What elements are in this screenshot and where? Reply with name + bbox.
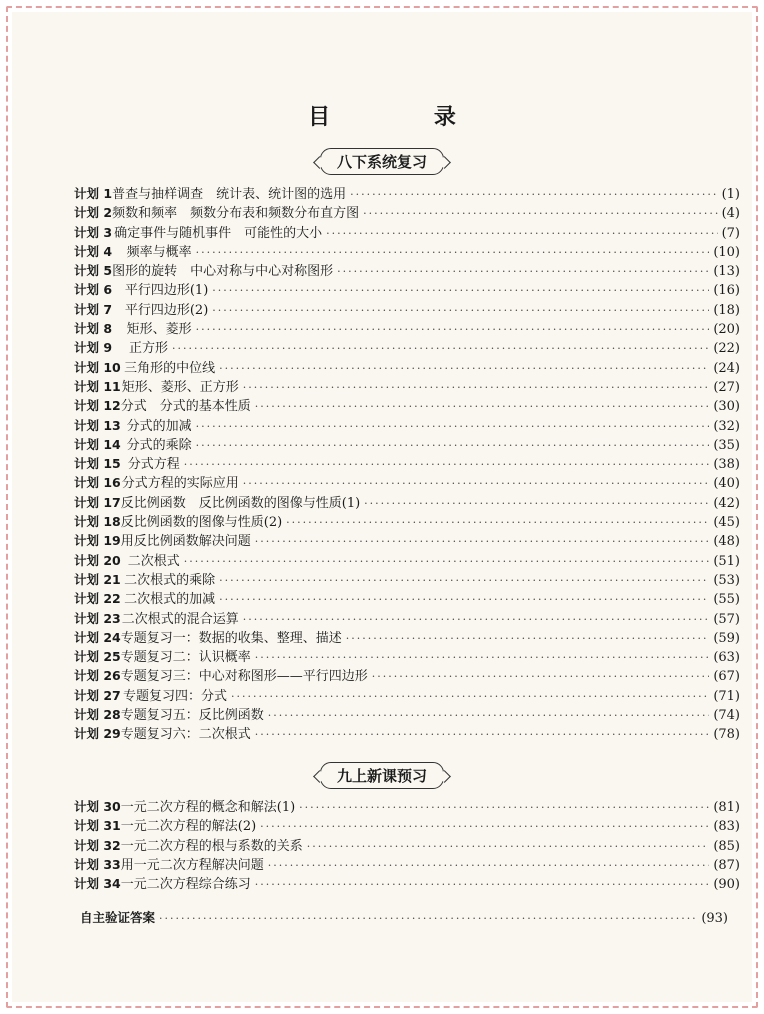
dot-leader [184,555,710,568]
toc-entry-title: 矩形、菱形、正方形 [121,379,239,395]
toc-entry-page: (20) [713,322,740,338]
toc-entry-title: 用反比例函数解决问题 [120,534,251,550]
dot-leader [212,304,709,317]
toc-entry-id: 计划 14 [74,436,121,452]
dot-leader [268,709,710,722]
toc-row[interactable] [74,241,740,260]
toc-entry-id: 计划 27 [74,687,121,703]
dot-leader [219,574,709,587]
toc-entry-title: 频数和频率 频数分布表和频数分布直方图 [112,206,360,222]
toc-row[interactable] [74,395,740,414]
toc-row[interactable] [74,453,740,472]
toc-entry-page: (63) [713,650,740,666]
toc-entry-page: (48) [713,534,740,550]
toc-entry-id: 计划 8 [74,321,113,337]
toc-entry-page: (4) [721,206,740,222]
toc-entry-page: (16) [713,283,740,299]
dot-leader [231,690,709,703]
toc-entry-page: (18) [713,302,740,318]
toc-row[interactable] [74,434,740,453]
toc-entry-id: 计划 1 [74,186,113,201]
toc-row[interactable] [74,704,740,723]
toc-entry-title: 平行四边形(2) [124,302,209,318]
toc-row[interactable] [74,376,740,395]
dot-leader [243,381,710,394]
dot-leader [243,613,710,626]
toc-row[interactable] [74,550,740,569]
toc-entry-id: 计划 24 [74,629,121,645]
toc-entry-id: 计划 9 [74,340,113,356]
toc-row[interactable] [74,588,740,607]
toc-entry-page: (71) [713,688,740,704]
toc-list-review [74,183,740,743]
dot-leader [337,265,709,278]
toc-entry-title: 反比例函数的图像与性质(2) [120,515,283,531]
toc-page [12,12,752,1002]
toc-entry-id: 计划 11 [74,378,121,394]
dot-leader [363,207,718,220]
toc-entry-page: (55) [713,592,740,608]
page-title: 目 录 [308,105,504,130]
dot-leader [255,651,710,664]
section-label: 九上新课预习 [320,762,444,789]
toc-entry-page: (53) [713,572,740,588]
toc-entry-title: 二次根式 [127,553,180,569]
toc-entry-id: 计划 4 [74,243,113,259]
dot-leader [196,439,710,452]
toc-entry-id: 计划 21 [74,571,121,587]
toc-entry-title: 分式方程 [127,457,180,473]
toc-entry-id: 计划 32 [74,837,121,853]
toc-entry-page: (42) [713,495,740,511]
toc-entry-title: 确定事件与随机事件 可能性的大小 [114,225,323,241]
toc-entry-page: (59) [713,630,740,646]
dot-leader [255,400,710,413]
toc-row-answers[interactable] [80,908,728,926]
dot-leader [172,342,709,355]
toc-row[interactable] [74,260,740,279]
toc-entry-title: 专题复习六：二次根式 [120,727,251,743]
toc-entry-title: 分式的乘除 [126,437,192,453]
toc-entry-page: (45) [713,515,740,531]
toc-row[interactable] [74,873,740,892]
toc-entry-title: 二次根式的加减 [124,592,216,608]
dot-leader [286,516,709,529]
toc-entry-title: 矩形、菱形 [126,322,192,338]
toc-row[interactable] [74,222,740,241]
toc-entry-id: 计划 5 [74,263,113,279]
toc-entry-title: 一元二次方程的根与系数的关系 [120,838,303,854]
toc-entry-title: 二次根式的乘除 [124,572,216,588]
toc-entry-id: 计划 3 [74,224,113,240]
toc-entry-title: 专题复习一：数据的收集、整理、描述 [120,630,342,646]
toc-entry-id: 计划 26 [74,668,121,684]
dot-leader [196,246,710,259]
toc-entry-page: (38) [713,457,740,473]
toc-entry-title: 三角形的中位线 [124,360,216,376]
toc-list-preview [74,796,740,892]
toc-entry-page: (51) [713,553,740,569]
toc-row[interactable] [74,415,740,434]
toc-row[interactable] [74,279,740,298]
section-header-review [12,148,752,175]
toc-entry-id: 计划 16 [74,475,121,491]
toc-entry-id: 计划 30 [74,799,121,814]
toc-entry-id: 计划 10 [74,359,121,375]
toc-row[interactable] [74,492,740,511]
toc-entry-title: 自主验证答案 [80,910,156,925]
toc-entry-page: (24) [713,360,740,376]
toc-row[interactable] [74,627,740,646]
toc-row[interactable] [74,815,740,834]
toc-entry-id: 计划 22 [74,591,121,607]
dot-leader [219,593,709,606]
toc-entry-id: 计划 15 [74,456,121,472]
toc-row[interactable] [74,646,740,665]
toc-row[interactable] [74,796,740,815]
toc-row[interactable] [74,472,740,491]
toc-entry-title: 分式的加减 [126,418,192,434]
toc-entry-page: (27) [713,379,740,395]
dot-leader [307,840,710,853]
toc-entry-title: 一元二次方程的概念和解法(1) [120,800,296,815]
toc-row[interactable] [74,202,740,221]
toc-entry-page: (57) [713,611,740,627]
toc-entry-id: 计划 33 [74,856,121,872]
toc-row[interactable] [74,835,740,854]
toc-entry-title: 分式 分式的基本性质 [120,399,251,415]
toc-entry-title: 专题复习五：反比例函数 [120,708,264,724]
toc-entry-id: 计划 13 [74,417,121,433]
toc-row[interactable] [74,854,740,873]
toc-row[interactable] [74,723,740,742]
toc-entry-page: (13) [713,264,740,280]
dot-leader [346,632,710,645]
toc-entry-title: 专题复习二：认识概率 [120,650,251,666]
toc-entry-id: 计划 25 [74,649,121,665]
dot-leader [260,820,709,833]
toc-entry-title: 二次根式的混合运算 [121,611,239,627]
dot-leader [184,458,710,471]
toc-entry-title: 平行四边形(1) [124,283,209,299]
dot-leader [212,284,709,297]
toc-entry-page: (85) [713,838,740,854]
toc-row[interactable] [74,357,740,376]
dot-leader [255,535,710,548]
toc-entry-page: (87) [713,857,740,873]
toc-entry-title: 反比例函数 反比例函数的图像与性质(1) [120,495,361,511]
toc-entry-page: (35) [713,437,740,453]
toc-entry-page: (93) [701,911,728,926]
toc-entry-title: 图形的旋转 中心对称与中心对称图形 [112,264,334,280]
toc-entry-id: 计划 23 [74,610,121,626]
toc-entry-page: (67) [713,669,740,685]
toc-entry-id: 计划 7 [74,301,113,317]
section-header-preview [12,762,752,789]
dot-leader [326,227,718,240]
toc-row[interactable] [74,569,740,588]
toc-row[interactable] [74,318,740,337]
toc-row[interactable] [74,183,740,202]
dot-leader [372,670,710,683]
toc-row[interactable] [74,299,740,318]
dot-leader [299,801,709,814]
toc-entry-id: 计划 17 [74,494,121,510]
toc-entry-title: 专题复习三：中心对称图形——平行四边形 [120,669,368,685]
toc-row[interactable] [74,511,740,530]
dot-leader [219,362,709,375]
toc-entry-id: 计划 20 [74,552,121,568]
toc-row[interactable] [74,665,740,684]
dot-leader [243,477,710,490]
toc-entry-id: 计划 29 [74,726,121,742]
dot-leader [268,859,710,872]
toc-entry-page: (83) [713,819,740,835]
dot-leader [350,188,718,201]
dot-leader [255,878,710,891]
toc-entry-title: 普查与抽样调查 统计表、统计图的选用 [112,187,347,202]
toc-entry-page: (30) [713,399,740,415]
dot-leader [364,497,709,510]
dot-leader [255,728,710,741]
toc-entry-page: (22) [713,341,740,357]
toc-row[interactable] [74,608,740,627]
toc-entry-page: (7) [721,225,740,241]
toc-entry-id: 计划 6 [74,282,113,298]
toc-entry-page: (78) [713,727,740,743]
toc-entry-title: 一元二次方程综合练习 [120,877,251,893]
toc-entry-title: 用一元二次方程解决问题 [120,857,264,873]
toc-entry-title: 一元二次方程的解法(2) [120,819,257,835]
toc-entry-page: (32) [713,418,740,434]
toc-entry-id: 计划 34 [74,876,121,892]
toc-entry-id: 计划 2 [74,205,113,221]
toc-entry-title: 专题复习四：分式 [122,688,227,704]
toc-entry-page: (40) [713,476,740,492]
dot-leader [196,420,710,433]
toc-row[interactable] [74,685,740,704]
toc-entry-title: 频率与概率 [126,244,192,260]
toc-entry-id: 计划 18 [74,514,121,530]
dot-leader [196,323,710,336]
toc-entry-id: 计划 12 [74,398,121,414]
toc-entry-title: 正方形 [128,341,168,357]
section-label: 八下系统复习 [320,148,444,175]
dot-leader [159,912,697,925]
toc-entry-page: (74) [713,708,740,724]
toc-entry-id: 计划 31 [74,818,121,834]
toc-entry-title: 分式方程的实际应用 [121,476,239,492]
toc-entry-id: 计划 19 [74,533,121,549]
toc-row[interactable] [74,337,740,356]
toc-entry-page: (81) [713,800,740,815]
toc-entry-page: (90) [713,877,740,893]
toc-entry-page: (1) [721,187,740,202]
toc-entry-page: (10) [713,244,740,260]
toc-entry-id: 计划 28 [74,707,121,723]
toc-row[interactable] [74,530,740,549]
